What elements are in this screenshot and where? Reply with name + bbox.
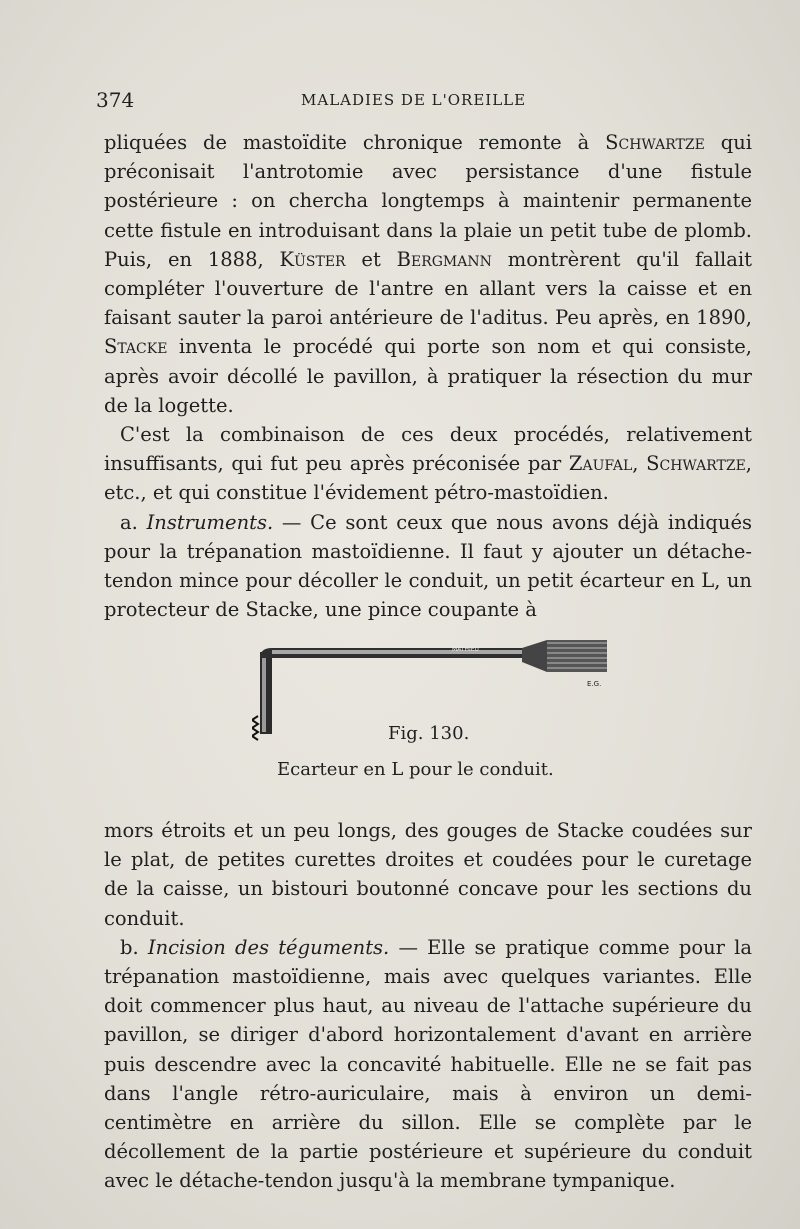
paragraph-incision: b. Incision des téguments. — Elle se pratique comme pour la trépanation mastoïdienne, mais avec quelques variantes. Elle doit commencer plus haut, au niveau de l'attache supérieure du pavillon, se diriger d'abord horizontalement d'avant en arrière puis descendre avec la concavité habituelle. Elle ne se fait pas dans l'angle rétro-auriculaire, mais à environ un demi-centimètre en arrière du sillon. Elle se complète par le décollement de la partie postérieure et supérieure du conduit avec le détache-tendon jusqu'à la membrane tympanique. xyxy=(104,935,753,1193)
paragraph-history: pliquées de mastoïdite chronique remonte à Schwartze qui préconisait l'antrotomie avec persistance d'une fistule postérieure : on chercha longtemps à maintenir permanente cette fistule en introduisant dans la plaie un petit tube de plomb. Puis, en 1888, Küster et Bergmann montrèrent qu'il fallait compléter l'ouverture de l'antre en allant vers la caisse et en faisant sauter la paroi antérieure de l'aditus. Peu après, en 1890, Stacke inventa le procédé qui porte son nom et qui consiste, après avoir décollé le pavillon, à pratiquer la résection du mur de la logette. xyxy=(104,131,752,417)
figure-number: Fig. 130. xyxy=(388,723,470,744)
author-name: Schwartze xyxy=(605,131,705,154)
section-heading: Incision des téguments. xyxy=(147,935,390,959)
paragraph-instruments: a. Instruments. — Ce sont ceux que nous avons déjà indiqués pour la trépanation mastoïdienne. Il faut y ajouter un détache-tendon mince pour décoller le conduit, un petit écarteur en L, un protecteur de Stacke, une pince coupante à xyxy=(104,510,753,622)
author-name: Zaufal xyxy=(568,452,633,476)
page-header xyxy=(96,88,752,118)
page-number: 374 xyxy=(96,88,135,112)
section-marker: a. xyxy=(120,510,138,534)
body-text-top xyxy=(104,128,752,624)
section-marker: b. xyxy=(120,935,139,959)
author-name: Schwartze xyxy=(646,452,746,476)
author-name: Küster xyxy=(279,247,346,271)
running-title: MALADIES DE L'OREILLE xyxy=(301,91,527,109)
author-name: Bergmann xyxy=(396,247,492,271)
body-text-bottom xyxy=(104,816,752,1196)
section-heading: Instruments. xyxy=(146,510,274,534)
paragraph-instruments-continued: mors étroits et un peu longs, des gouges de Stacke coudées sur le plat, de petites curettes droites et coudées pour le curetage de la caisse, un bistouri boutonné concave pour les sections du conduit. xyxy=(104,819,752,930)
figure-caption: Ecarteur en L pour le conduit. xyxy=(277,759,554,780)
maker-engraving: MATHIEU xyxy=(452,646,479,653)
author-name: Stacke xyxy=(104,335,168,359)
engraver-signature: E.G. xyxy=(587,680,602,688)
paragraph-combination: C'est la combinaison de ces deux procédés, relativement insuffisants, qui fut peu après préconisée par Zaufal, Schwartze, etc., et qui constitue l'évidement pétro-mastoïdien. xyxy=(104,423,752,505)
